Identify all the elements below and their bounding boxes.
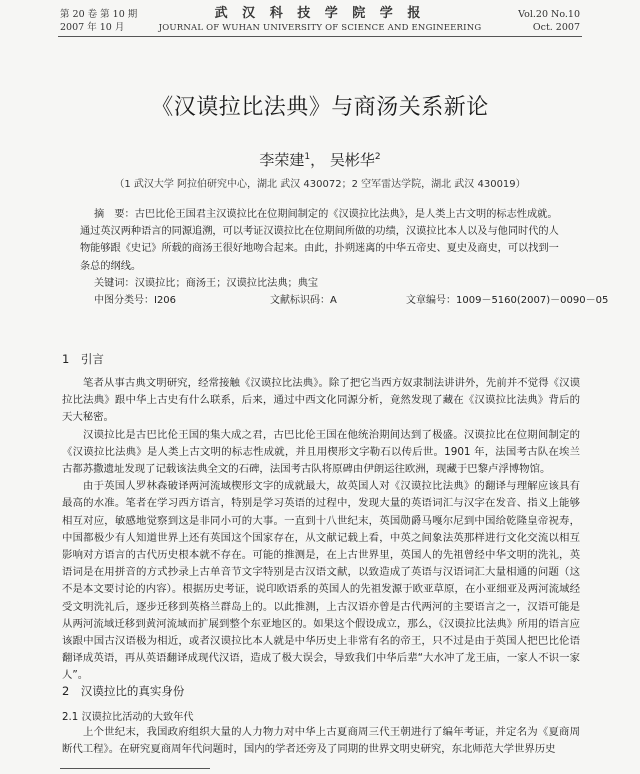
running-header-center — [150, 6, 490, 34]
author-line — [0, 149, 640, 170]
author-separator: ， — [310, 151, 330, 169]
running-header-right — [518, 8, 580, 34]
abstract-text: 摘 要：古巴比伦王国君主汉谟拉比在位期间制定的《汉谟拉比法典》，是人类上古文明的标志性成就。通过英汉两种语言的同源追溯，可以考证汉谟拉比在位期间所做的功绩，汉谟拉比本人以及与他同时代的人物能够跟《史记》所载的商汤王很好地吻合起来。由此，扑朔迷离的中华五帝史、夏史及商史，可以找到一条总的纲线。 — [80, 209, 559, 272]
clc-number: 中图分类号：I206 — [94, 295, 177, 307]
volume-issue-en: Vol.20 No.10 — [518, 9, 580, 20]
section-1-body — [62, 375, 580, 685]
paragraph: 上个世纪末，我国政府组织大量的人力物力对中华上古夏商周三代王朝进行了编年考证，并定名为《夏商周断代工程》。在研究夏商周年代问题时，国内的学者还旁及了同期的世界文明史研究，东北师范大学世界历史 — [62, 726, 580, 756]
journal-name-en: JOURNAL OF WUHAN UNIVERSITY OF SCIENCE AND ENGINEERING — [158, 23, 482, 33]
footnote-rule — [60, 768, 210, 769]
issue-date: 2007 年 10 月 — [60, 22, 125, 33]
section-heading: 2 汉谟拉比的真实身份 — [62, 684, 185, 698]
running-header-left — [60, 8, 137, 34]
subsection-heading: 2.1 汉谟拉比活动的大致年代 — [62, 712, 194, 723]
keywords: 关键词：汉谟拉比；商汤王；汉谟拉比法典；典宝 — [94, 277, 319, 289]
section-2-body — [62, 724, 580, 758]
paragraph: 笔者从事古典文明研究，经常接触《汉谟拉比法典》。除了把它当西方奴隶制法讲讲外，先前并不觉得《汉谟拉比法典》跟中华上古史有什么联系，后来，通过中西文化同源分析，竟然发现了藏在《汉谟拉比法典》背后的天大秘密。 — [62, 377, 580, 424]
article-number: 文章编号：1009－5160(2007)－0090－05 — [406, 295, 609, 307]
document-code: 文献标识码：A — [270, 295, 337, 307]
author-name: 李荣建 — [259, 151, 305, 169]
affiliation-marker: 1 — [304, 152, 311, 162]
author-name: 吴彬华 — [329, 151, 375, 169]
paragraph: 由于英国人罗林森破译两河流域楔形文字的成就最大，故英国人对《汉谟拉比法典》的翻译与理解应该具有最高的水准。笔者在学习西方语言，特别是学习英语的过程中，发现大量的英语词汇与汉字在发音、指义上能够相互对应，敏感地觉察到这是非同小可的大事。一直到十八世纪末，英国勋爵马嘎尔尼到中国给乾隆皇帝祝寿，中国都极少有人知道世界上还有英国这个国家存在，从文献记载上看，中英之间象法英那样进行文化交流以相互影响对方语言的古代历史根本就不存在。可能的推测是，在上古世界里，英国人的先祖曾经中华文明的洗礼，英语词是在用拼音的方式抄录上古单音节文字特别是古汉语文献，以致造成了英语与汉语词汇大量相通的问题（这不是本文要讨论的内容）。根据历史考证，说印欧语系的英国人的先祖发源于欧亚草原，在小亚细亚及两河流域经受文明洗礼后，逐步迁移到英格兰群岛上的。以此推测，上古汉语亦曾是古代两河的主要语言之一，汉语可能是从两河流域迁移到黄河流域而扩展到整个东亚地区的。如果这个假设成立，那么，《汉谟拉比法典》所用的语言应该跟中国古汉语极为相近，或者汉谟拉比本人就是中华历史上非常有名的帝王，只不过是由于英国人把巴比伦语翻译成英语，再从英语翻译成现代汉语，造成了极大误会，导致我们中华后辈“大水冲了龙王庙，一家人不识一家人”。 — [62, 480, 580, 682]
issue-date-en: Oct. 2007 — [532, 22, 580, 33]
classification-row — [80, 292, 609, 310]
affiliation-marker: 2 — [374, 152, 381, 162]
abstract-block — [80, 206, 609, 310]
section-heading: 1 引言 — [62, 352, 104, 366]
paper-title: 《汉谟拉比法典》与商汤关系新论 — [151, 95, 489, 120]
header-rule — [58, 36, 582, 37]
journal-name-cn: 武 汉 科 技 学 院 学 报 — [214, 6, 426, 21]
affiliation: （1 武汉大学 阿拉伯研究中心，湖北 武汉 430072；2 空军雷达学院，湖北 武汉 430019） — [114, 179, 526, 190]
volume-issue: 第 20 卷 第 10 期 — [60, 9, 138, 20]
paragraph: 汉谟拉比是古巴比伦王国的集大成之君，古巴比伦王国在他统治期间达到了极盛。汉谟拉比在位期间制定的《汉谟拉比法典》是人类上古文明的标志性成就，并且用楔形文字勒石以传后世。1901 年，法国考古队在埃兰古都苏撒遗址发现了记载该法典全文的石碑，法国考古队将原碑由伊朗运往欧洲，现藏于巴黎卢浮博物馆。 — [62, 428, 580, 476]
